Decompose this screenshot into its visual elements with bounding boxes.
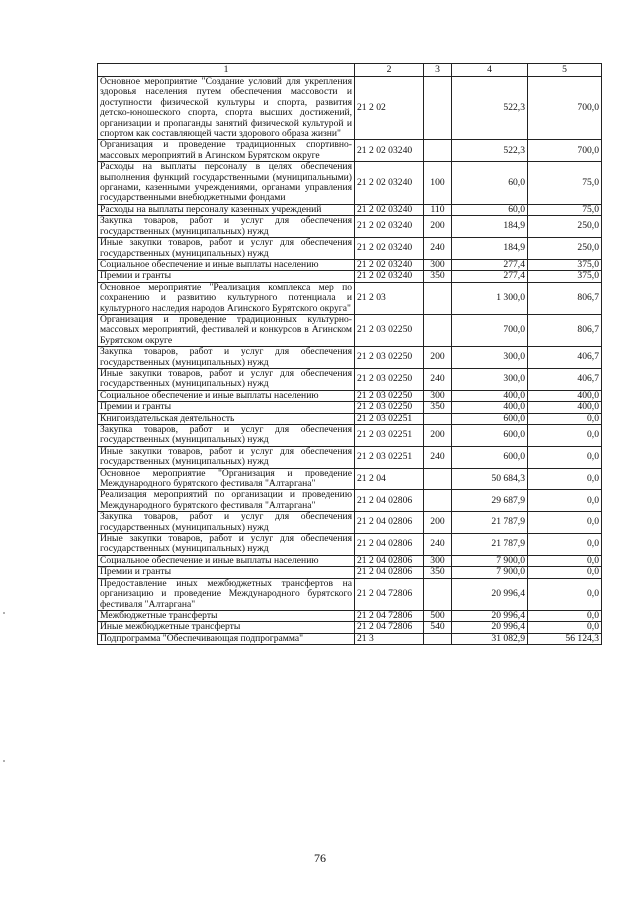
row-code-cell: 21 2 04 72806 xyxy=(355,578,424,610)
row-value-col5: 75,0 xyxy=(528,204,602,215)
row-vr-cell: 240 xyxy=(424,446,452,468)
row-name-cell: Премии и гранты xyxy=(98,402,355,413)
row-value-col5: 375,0 xyxy=(528,259,602,270)
row-value-col4: 400,0 xyxy=(452,402,528,413)
row-vr-cell: 500 xyxy=(424,610,452,621)
table-row xyxy=(98,259,602,270)
row-name-cell: Книгоиздательская деятельность xyxy=(98,413,355,424)
table-row xyxy=(98,238,602,260)
row-code-cell: 21 2 04 02806 xyxy=(355,512,424,534)
row-value-col5: 250,0 xyxy=(528,238,602,260)
row-vr-cell xyxy=(424,468,452,490)
row-code-cell: 21 2 02 03240 xyxy=(355,204,424,215)
table-row xyxy=(98,204,602,215)
row-vr-cell: 200 xyxy=(424,425,452,447)
row-vr-cell: 350 xyxy=(424,402,452,413)
table-row xyxy=(98,446,602,468)
row-value-col4: 7 900,0 xyxy=(452,567,528,578)
row-vr-cell: 240 xyxy=(424,238,452,260)
row-name-cell: Закупка товаров, работ и услуг для обеспечения государственных (муниципальных) нужд xyxy=(98,347,355,369)
row-value-col4: 400,0 xyxy=(452,390,528,401)
row-name-cell: Подпрограмма "Обеспечивающая подпрограмма" xyxy=(98,633,355,644)
row-value-col5: 700,0 xyxy=(528,77,602,140)
table-row xyxy=(98,368,602,390)
row-vr-cell: 300 xyxy=(424,390,452,401)
row-vr-cell xyxy=(424,490,452,512)
row-name-cell: Организация и проведение традиционных культурно-массовых мероприятий, фестивалей и конкурсов в Агинском Бурятском округе xyxy=(98,314,355,346)
row-value-col5: 406,7 xyxy=(528,347,602,369)
row-value-col5: 75,0 xyxy=(528,162,602,205)
row-name-cell: Иные закупки товаров, работ и услуг для обеспечения государственных (муниципальных) нужд xyxy=(98,368,355,390)
table-row xyxy=(98,567,602,578)
row-value-col5: 0,0 xyxy=(528,413,602,424)
table-row xyxy=(98,534,602,556)
row-value-col5: 0,0 xyxy=(528,425,602,447)
table-row xyxy=(98,622,602,633)
row-code-cell: 21 2 04 02806 xyxy=(355,567,424,578)
table-row xyxy=(98,425,602,447)
row-value-col4: 1 300,0 xyxy=(452,282,528,314)
row-name-cell: Организация и проведение традиционных спортивно-массовых мероприятий в Агинском Бурятском округе xyxy=(98,140,355,162)
row-vr-cell xyxy=(424,633,452,644)
header-col-4: 4 xyxy=(452,64,528,77)
row-value-col4: 600,0 xyxy=(452,413,528,424)
header-col-1: 1 xyxy=(98,64,355,77)
row-value-col4: 600,0 xyxy=(452,425,528,447)
row-name-cell: Расходы на выплаты персоналу казенных учреждений xyxy=(98,204,355,215)
row-vr-cell: 200 xyxy=(424,512,452,534)
budget-table xyxy=(97,63,602,645)
row-value-col5: 400,0 xyxy=(528,390,602,401)
table-row xyxy=(98,512,602,534)
row-code-cell: 21 2 03 02250 xyxy=(355,347,424,369)
row-value-col5: 0,0 xyxy=(528,578,602,610)
scan-margin-mark xyxy=(3,612,5,614)
row-code-cell: 21 2 02 03240 xyxy=(355,216,424,238)
row-name-cell: Социальное обеспечение и иные выплаты населению xyxy=(98,555,355,566)
row-vr-cell: 350 xyxy=(424,567,452,578)
row-code-cell: 21 3 xyxy=(355,633,424,644)
row-name-cell: Иные закупки товаров, работ и услуг для обеспечения государственных (муниципальных) нужд xyxy=(98,238,355,260)
row-value-col5: 400,0 xyxy=(528,402,602,413)
row-vr-cell: 200 xyxy=(424,216,452,238)
row-code-cell: 21 2 03 02251 xyxy=(355,425,424,447)
table-row xyxy=(98,402,602,413)
row-value-col4: 522,3 xyxy=(452,77,528,140)
row-value-col4: 20 996,4 xyxy=(452,622,528,633)
row-name-cell: Закупка товаров, работ и услуг для обеспечения государственных (муниципальных) нужд xyxy=(98,425,355,447)
row-code-cell: 21 2 04 02806 xyxy=(355,490,424,512)
row-value-col5: 250,0 xyxy=(528,216,602,238)
row-value-col4: 7 900,0 xyxy=(452,555,528,566)
row-name-cell: Иные закупки товаров, работ и услуг для обеспечения государственных (муниципальных) нужд xyxy=(98,446,355,468)
header-col-5: 5 xyxy=(528,64,602,77)
row-code-cell: 21 2 04 xyxy=(355,468,424,490)
table-row xyxy=(98,216,602,238)
row-value-col4: 29 687,9 xyxy=(452,490,528,512)
row-value-col4: 184,9 xyxy=(452,238,528,260)
row-value-col5: 0,0 xyxy=(528,555,602,566)
row-value-col5: 0,0 xyxy=(528,534,602,556)
row-value-col4: 31 082,9 xyxy=(452,633,528,644)
table-row xyxy=(98,490,602,512)
row-name-cell: Основное мероприятие "Реализация комплекса мер по сохранению и развитию культурного потенциала и культурного наследия народов Агинского Бурятского округа" xyxy=(98,282,355,314)
table-row xyxy=(98,555,602,566)
row-name-cell: Социальное обеспечение и иные выплаты населению xyxy=(98,259,355,270)
row-value-col4: 20 996,4 xyxy=(452,578,528,610)
row-value-col4: 50 684,3 xyxy=(452,468,528,490)
row-value-col5: 0,0 xyxy=(528,468,602,490)
row-value-col4: 21 787,9 xyxy=(452,512,528,534)
table-row xyxy=(98,271,602,282)
row-code-cell: 21 2 04 02806 xyxy=(355,534,424,556)
row-code-cell: 21 2 02 03240 xyxy=(355,259,424,270)
row-code-cell: 21 2 03 02250 xyxy=(355,402,424,413)
table-header-row xyxy=(98,64,602,77)
row-value-col5: 806,7 xyxy=(528,314,602,346)
row-value-col4: 277,4 xyxy=(452,271,528,282)
row-vr-cell xyxy=(424,578,452,610)
row-name-cell: Межбюджетные трансферты xyxy=(98,610,355,621)
table-row xyxy=(98,77,602,140)
table-row xyxy=(98,162,602,205)
row-code-cell: 21 2 03 02251 xyxy=(355,413,424,424)
row-value-col5: 700,0 xyxy=(528,140,602,162)
row-name-cell: Расходы на выплаты персоналу в целях обеспечения выполнения функций государственными (муниципальными) органами, казенными учреждениями, органами управления государственными внебюджетными фондами xyxy=(98,162,355,205)
row-value-col5: 56 124,3 xyxy=(528,633,602,644)
row-name-cell: Предоставление иных межбюджетных трансфертов на организацию и проведение Международного бурятского фестиваля "Алтаргана" xyxy=(98,578,355,610)
row-vr-cell xyxy=(424,140,452,162)
row-value-col5: 406,7 xyxy=(528,368,602,390)
row-code-cell: 21 2 03 02250 xyxy=(355,314,424,346)
table-row xyxy=(98,468,602,490)
header-col-3: 3 xyxy=(424,64,452,77)
row-code-cell: 21 2 02 xyxy=(355,77,424,140)
row-value-col4: 277,4 xyxy=(452,259,528,270)
row-name-cell: Социальное обеспечение и иные выплаты населению xyxy=(98,390,355,401)
row-code-cell: 21 2 04 72806 xyxy=(355,622,424,633)
table-row xyxy=(98,140,602,162)
row-name-cell: Закупка товаров, работ и услуг для обеспечения государственных (муниципальных) нужд xyxy=(98,216,355,238)
row-name-cell: Премии и гранты xyxy=(98,567,355,578)
page-number: 76 xyxy=(314,851,326,865)
row-vr-cell xyxy=(424,77,452,140)
row-vr-cell: 110 xyxy=(424,204,452,215)
row-vr-cell: 350 xyxy=(424,271,452,282)
table-row xyxy=(98,610,602,621)
row-code-cell: 21 2 03 02251 xyxy=(355,446,424,468)
row-code-cell: 21 2 02 03240 xyxy=(355,271,424,282)
row-code-cell: 21 2 03 02250 xyxy=(355,368,424,390)
row-value-col4: 522,3 xyxy=(452,140,528,162)
row-code-cell: 21 2 04 02806 xyxy=(355,555,424,566)
row-vr-cell: 300 xyxy=(424,555,452,566)
table-row xyxy=(98,282,602,314)
table-row xyxy=(98,390,602,401)
row-vr-cell: 100 xyxy=(424,162,452,205)
row-vr-cell: 540 xyxy=(424,622,452,633)
row-value-col4: 300,0 xyxy=(452,368,528,390)
row-value-col4: 300,0 xyxy=(452,347,528,369)
row-value-col4: 60,0 xyxy=(452,162,528,205)
row-code-cell: 21 2 02 03240 xyxy=(355,140,424,162)
row-value-col5: 0,0 xyxy=(528,446,602,468)
table-row xyxy=(98,633,602,644)
row-value-col4: 20 996,4 xyxy=(452,610,528,621)
row-name-cell: Реализация мероприятий по организации и проведению Международного бурятского фестиваля "Алтаргана" xyxy=(98,490,355,512)
row-value-col4: 60,0 xyxy=(452,204,528,215)
row-value-col5: 0,0 xyxy=(528,622,602,633)
row-name-cell: Основное мероприятие "Создание условий для укрепления здоровья населения путем обеспечения массовости и доступности физической культуры и спорта, развития детско-юношеского спорта, спорта высших достижений, организации и пропаганды занятий физической культурой и спортом как составляющей части здорового образа жизни" xyxy=(98,77,355,140)
row-value-col4: 700,0 xyxy=(452,314,528,346)
row-code-cell: 21 2 04 72806 xyxy=(355,610,424,621)
row-name-cell: Закупка товаров, работ и услуг для обеспечения государственных (муниципальных) нужд xyxy=(98,512,355,534)
row-name-cell: Премии и гранты xyxy=(98,271,355,282)
row-value-col4: 184,9 xyxy=(452,216,528,238)
row-value-col5: 0,0 xyxy=(528,610,602,621)
table-row xyxy=(98,314,602,346)
row-code-cell: 21 2 03 02250 xyxy=(355,390,424,401)
row-name-cell: Иные межбюджетные трансферты xyxy=(98,622,355,633)
row-vr-cell xyxy=(424,314,452,346)
row-vr-cell xyxy=(424,282,452,314)
row-vr-cell: 240 xyxy=(424,368,452,390)
row-value-col4: 600,0 xyxy=(452,446,528,468)
header-col-2: 2 xyxy=(355,64,424,77)
row-value-col4: 21 787,9 xyxy=(452,534,528,556)
table-body xyxy=(98,77,602,645)
row-value-col5: 375,0 xyxy=(528,271,602,282)
table-row xyxy=(98,578,602,610)
table-row xyxy=(98,413,602,424)
row-vr-cell: 300 xyxy=(424,259,452,270)
table-row xyxy=(98,347,602,369)
row-value-col5: 0,0 xyxy=(528,512,602,534)
row-value-col5: 0,0 xyxy=(528,567,602,578)
row-vr-cell xyxy=(424,413,452,424)
row-code-cell: 21 2 02 03240 xyxy=(355,162,424,205)
row-code-cell: 21 2 02 03240 xyxy=(355,238,424,260)
row-vr-cell: 200 xyxy=(424,347,452,369)
row-name-cell: Основное мероприятие "Организация и проведение Международного бурятского фестиваля "Алтаргана" xyxy=(98,468,355,490)
row-name-cell: Иные закупки товаров, работ и услуг для обеспечения государственных (муниципальных) нужд xyxy=(98,534,355,556)
scan-margin-mark xyxy=(3,760,5,762)
row-value-col5: 0,0 xyxy=(528,490,602,512)
row-vr-cell: 240 xyxy=(424,534,452,556)
row-value-col5: 806,7 xyxy=(528,282,602,314)
row-code-cell: 21 2 03 xyxy=(355,282,424,314)
